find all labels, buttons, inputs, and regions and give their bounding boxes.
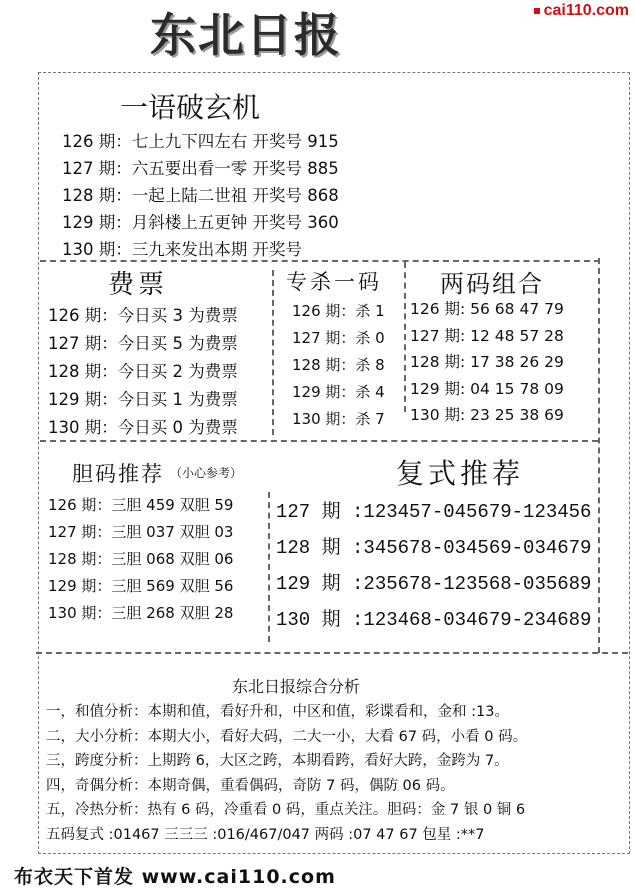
analysis-row: 三，跨度分析：上期跨 6，大区之跨，本期看跨，看好大跨，金跨为 7。	[46, 753, 509, 769]
zhuansha-row: 130 期：杀 7	[292, 410, 385, 428]
divider	[598, 258, 600, 653]
liangma-row: 130 期: 23 25 38 69	[410, 406, 564, 424]
masthead: 东北日报	[150, 8, 342, 62]
yiyu-row: 130 期：三九来发出本期 开奖号	[62, 240, 302, 259]
danma-note: （小心参考）	[170, 466, 243, 480]
divider	[268, 492, 270, 642]
danma-row: 130 期：三胆 268 双胆 28	[48, 604, 234, 622]
analysis-title: 东北日报综合分析	[232, 677, 361, 696]
analysis-row: 一，和值分析：本期和值，看好升和，中区和值，彩谍看和，金和 :13。	[46, 704, 509, 720]
analysis-row: 四，奇偶分析：本期奇偶，重看偶码，奇防 7 码，偶防 06 码。	[46, 777, 455, 794]
zhuansha-list	[292, 298, 385, 433]
danma-row: 129 期：三胆 569 双胆 56	[48, 577, 234, 595]
zhuansha-row: 129 期：杀 4	[292, 383, 385, 401]
divider	[272, 270, 274, 435]
fushi-title: 复式推荐	[396, 457, 525, 490]
analysis-row: 五码复式 :01467 三三三 :016/467/047 两码 :07 47 67 包星 :**7	[46, 826, 485, 843]
zhuansha-title: 专杀一码	[286, 270, 382, 294]
feipiao-row: 127 期：今日买 5 为费票	[48, 334, 238, 353]
site-logo[interactable]	[534, 2, 629, 20]
danma-row: 128 期：三胆 068 双胆 06	[48, 550, 234, 568]
feipiao-title: 费票	[108, 270, 169, 300]
feipiao-list	[48, 302, 238, 442]
yiyu-row: 129 期：月斜楼上五更钟 开奖号 360	[62, 213, 339, 232]
liangma-row: 128 期: 17 38 26 29	[410, 353, 564, 371]
zhuansha-row: 128 期：杀 8	[292, 356, 385, 374]
feipiao-row: 126 期：今日买 3 为费票	[48, 306, 238, 325]
danma-title: 胆码推荐	[72, 462, 164, 486]
analysis-row: 五，冷热分析：热有 6 码，冷重看 0 码，重点关注。胆码：金 7 银 0 铜 6	[46, 802, 526, 818]
yiyu-title: 一语破玄机	[120, 91, 261, 124]
yiyu-list	[62, 128, 339, 263]
liangma-title: 两码组合	[440, 270, 544, 298]
fushi-row: 128 期 :345678-034569-034679	[276, 537, 592, 559]
yiyu-row: 128 期：一起上陆二世祖 开奖号 868	[62, 186, 339, 205]
feipiao-row: 129 期：今日买 1 为费票	[48, 390, 238, 409]
fushi-row: 129 期 :235678-123568-035689	[276, 573, 592, 595]
yiyu-row: 127 期：六五要出看一零 开奖号 885	[62, 159, 339, 178]
footer-text: 布衣天下首发 www.cai110.com	[14, 866, 336, 888]
danma-row: 126 期：三胆 459 双胆 59	[48, 496, 234, 514]
danma-list	[48, 492, 233, 627]
feipiao-row: 128 期：今日买 2 为费票	[48, 362, 238, 381]
logo-dot-icon	[534, 8, 540, 14]
analysis-list	[46, 700, 527, 847]
liangma-row: 129 期: 04 15 78 09	[410, 379, 564, 398]
fushi-list	[276, 494, 591, 638]
liangma-list	[410, 296, 564, 429]
divider	[404, 262, 406, 412]
fushi-row: 130 期 :123468-034679-234689	[276, 609, 592, 631]
liangma-row: 126 期: 56 68 47 79	[410, 300, 564, 318]
danma-row: 127 期：三胆 037 双胆 03	[48, 523, 234, 541]
fushi-row: 127 期 :123457-045679-123456	[276, 501, 592, 523]
divider	[40, 440, 598, 442]
zhuansha-row: 127 期：杀 0	[292, 329, 385, 347]
site-name: cai110.com	[543, 2, 629, 19]
yiyu-row: 126 期：七上九下四左右 开奖号 915	[62, 132, 339, 151]
divider	[40, 260, 600, 262]
divider	[36, 652, 628, 654]
liangma-row: 127 期: 12 48 57 28	[410, 326, 564, 345]
feipiao-row: 130 期：今日买 0 为费票	[48, 418, 238, 437]
zhuansha-row: 126 期：杀 1	[292, 302, 385, 320]
analysis-row: 二，大小分析：本期大小，看好大码，二大一小，大看 67 码，小看 0 码。	[46, 728, 528, 745]
